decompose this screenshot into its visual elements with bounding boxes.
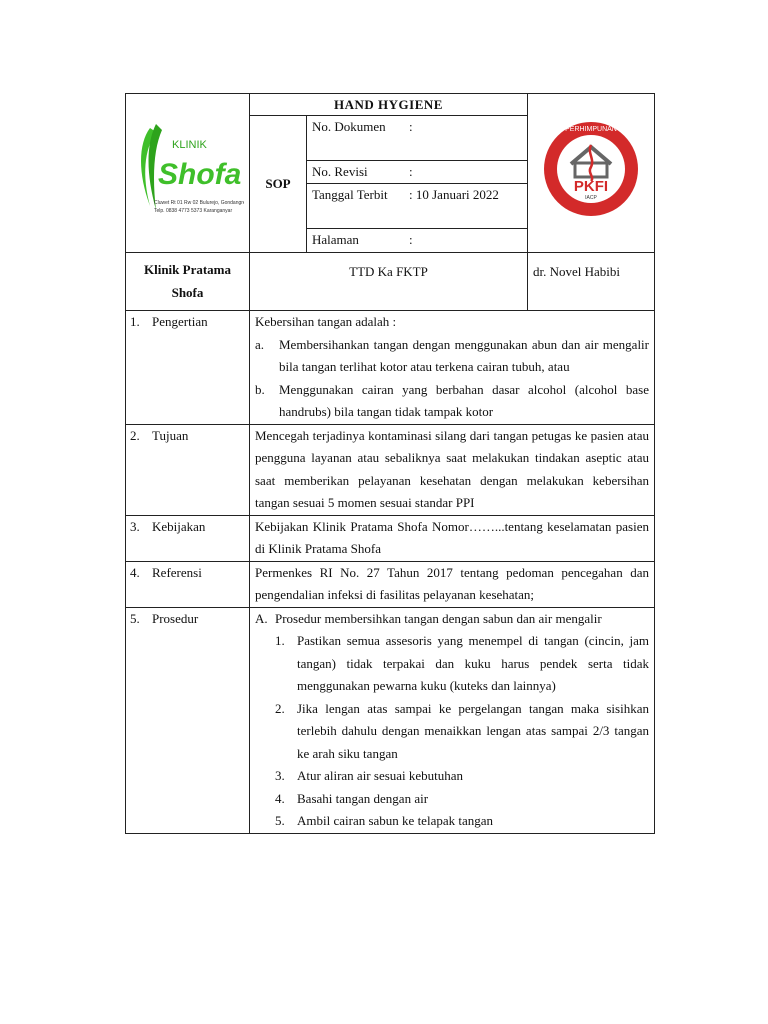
prosedur-heading: A. Prosedur membersihkan tangan dengan sabun dan air mengalir xyxy=(255,610,602,626)
meta-label-no-revisi: No. Revisi xyxy=(307,161,404,184)
doctor-name: dr. Novel Habibi xyxy=(528,253,655,311)
section-label-tujuan: 2. Tujuan xyxy=(126,424,250,515)
sop-document xyxy=(125,93,654,834)
logo-address-2: Telp. 0838 4773 5373 Karanganyar xyxy=(153,208,232,215)
prosedur-step: 1. Pastikan semua assesoris yang menempel di tangan (cincin, jam tangan) tidak terpakai dan kuku harus pendek serta tidak menggunakan pewarna kuku (kuteks dan lainnya) xyxy=(275,633,649,693)
section-body-tujuan: Mencegah terjadinya kontaminasi silang dari tangan petugas ke pasien atau pengguna layanan atau sebaliknya saat melakukan tindakan aseptic atau saat memberikan pelayanan kesehatan dengan melakukan kebersihan tangan sesuai 5 momen sesuai standar PPI xyxy=(250,424,655,515)
section-body-pengertian xyxy=(250,311,655,425)
meta-label-no-dokumen: No. Dokumen xyxy=(307,116,404,161)
pkfi-logo xyxy=(541,119,641,219)
meta-value-no-revisi: : xyxy=(404,161,527,184)
sop-label: SOP xyxy=(250,116,307,253)
pkfi-abbr: PKFI xyxy=(573,178,609,196)
section-label-referensi: 4. Referensi xyxy=(126,561,250,607)
pengertian-item: a. Membersihankan tangan dengan menggunakan abun dan air mengalir bila tangan terlihat kotor atau terkena cairan tubuh, atau xyxy=(255,336,649,374)
meta-label-halaman: Halaman xyxy=(312,232,359,247)
section-label-kebijakan: 3. Kebijakan xyxy=(126,515,250,561)
meta-table xyxy=(307,116,527,251)
prosedur-step: 4. Basahi tangan dengan air xyxy=(275,790,429,806)
prosedur-steps xyxy=(275,630,649,833)
logo-big-text: Shofa xyxy=(157,158,241,192)
pkfi-iacp: IACP xyxy=(585,195,597,202)
meta-value-tanggal-terbit: : 10 Januari 2022 xyxy=(404,184,527,229)
pkfi-ring-text: PERHIMPUNAN xyxy=(565,126,617,134)
meta-value-no-dokumen: : xyxy=(404,116,527,161)
prosedur-step: 2. Jika lengan atas sampai ke pergelangan tangan maka sisihkan terlebih dahulu dengan menaikkan lengan atas sampai 2/3 tangan ke arah siku tangan xyxy=(275,700,649,761)
ttd-label: TTD Ka FKTP xyxy=(250,253,528,311)
clinic-name: Klinik Pratama Shofa xyxy=(126,253,250,311)
meta-label-tanggal-terbit: Tanggal Terbit xyxy=(307,184,404,229)
section-label-prosedur: 5. Prosedur xyxy=(126,607,250,833)
meta-cell xyxy=(307,116,528,253)
section-label-pengertian: 1. Pengertian xyxy=(126,311,250,425)
pengertian-item: b. Menggunakan cairan yang berbahan dasar alcohol (alcohol base handrubs) bila tangan tidak tampak kotor xyxy=(255,381,649,419)
pkfi-logo-cell xyxy=(528,94,655,253)
section-body-kebijakan: Kebijakan Klinik Pratama Shofa Nomor……...tentang keselamatan pasien di Klinik Pratama Shofa xyxy=(250,515,655,561)
clinic-logo-cell xyxy=(126,94,250,253)
logo-address-1: Cluwet Rt 01 Rw 02 Bulurejo, Gondangrejo xyxy=(153,200,244,207)
doc-title: HAND HYGIENE xyxy=(250,94,528,116)
prosedur-step: 3. Atur aliran air sesuai kebutuhan xyxy=(275,768,464,783)
section-body-prosedur xyxy=(250,607,655,833)
meta-value-halaman: : xyxy=(409,232,413,247)
clinic-shofa-logo xyxy=(132,114,244,224)
pengertian-intro: Kebersihan tangan adalah : xyxy=(255,314,397,329)
section-body-referensi: Permenkes RI No. 27 Tahun 2017 tentang pedoman pencegahan dan pengendalian infeksi di fasilitas pelayanan kesehatan; xyxy=(250,561,655,607)
prosedur-step: 5. Ambil cairan sabun ke telapak tangan xyxy=(275,813,494,828)
sop-table xyxy=(125,93,655,834)
logo-small-text: KLINIK xyxy=(171,139,207,152)
